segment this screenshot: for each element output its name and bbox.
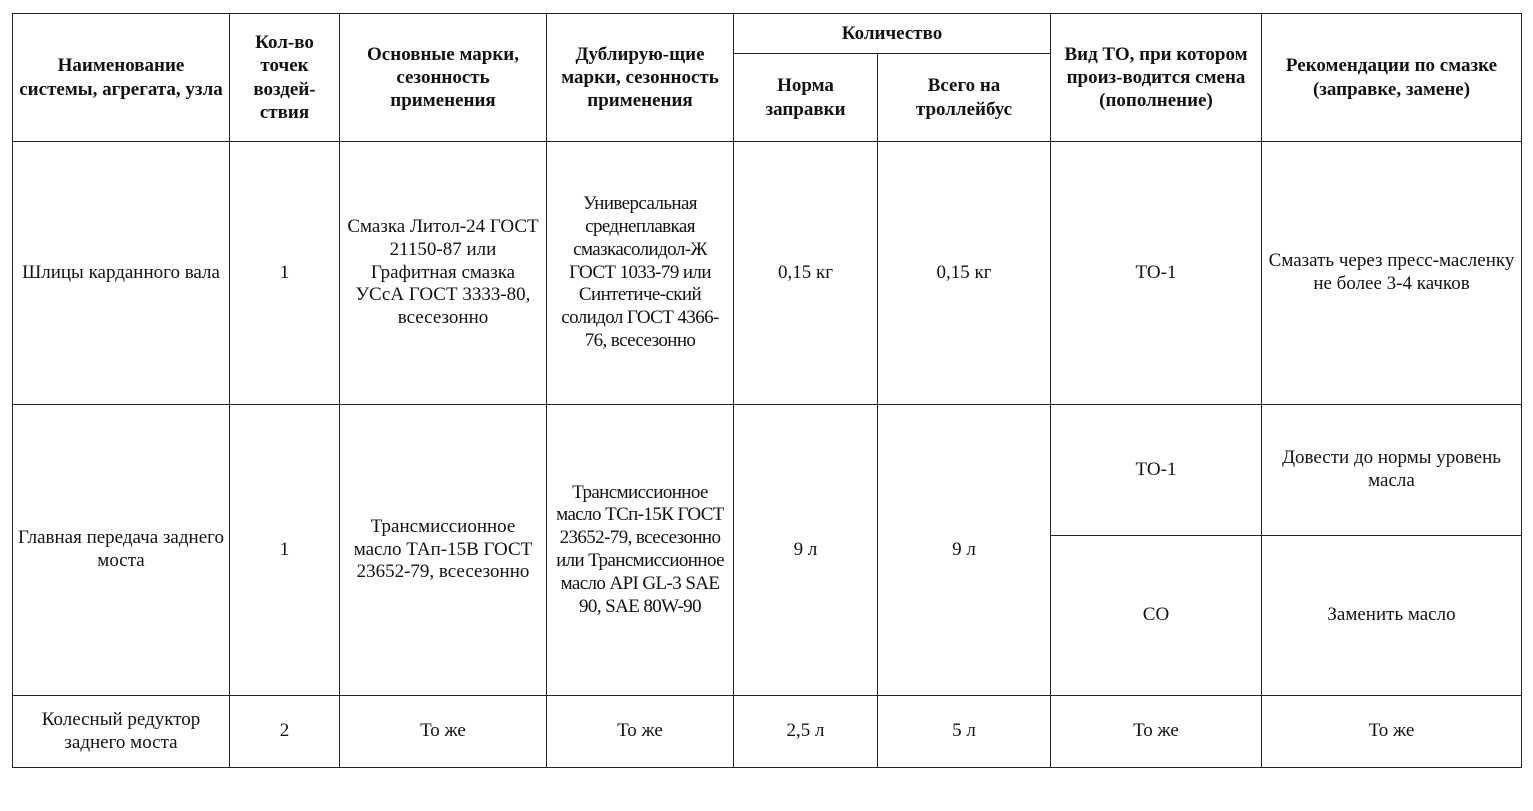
cell-main-brands: Смазка Литол-24 ГОСТ 21150-87 или Графитная смазка УСсА ГОСТ 3333-80, всесезонно — [340, 142, 547, 405]
cell-recommendations: Довести до нормы уровень масла — [1262, 405, 1522, 536]
header-points: Кол-во точек воздей-ствия — [230, 14, 340, 142]
cell-main-brands: То же — [340, 696, 547, 768]
cell-recommendations: Смазать через пресс-масленку не более 3-4 качков — [1262, 142, 1522, 405]
header-dup-brands: Дублирую-щие марки, сезонность применения — [547, 14, 734, 142]
cell-norm: 0,15 кг — [734, 142, 878, 405]
cell-service-type: То же — [1051, 696, 1262, 768]
cell-total: 0,15 кг — [878, 142, 1051, 405]
cell-main-brands: Трансмиссионное масло ТАп-15В ГОСТ 23652-79, всесезонно — [340, 405, 547, 696]
cell-total: 9 л — [878, 405, 1051, 696]
cell-points: 2 — [230, 696, 340, 768]
cell-system: Колесный редуктор заднего моста — [13, 696, 230, 768]
cell-recommendations: То же — [1262, 696, 1522, 768]
header-service-type: Вид ТО, при котором произ-водится смена (пополнение) — [1051, 14, 1262, 142]
cell-points: 1 — [230, 405, 340, 696]
header-system: Наименование системы, агрегата, узла — [13, 14, 230, 142]
cell-recommendations: Заменить масло — [1262, 536, 1522, 696]
header-quantity: Количество — [734, 14, 1051, 54]
header-norm: Норма заправки — [734, 54, 878, 142]
cell-service-type: ТО-1 — [1051, 405, 1262, 536]
lubrication-table — [12, 13, 1522, 768]
table-row — [13, 142, 1522, 405]
header-recommendations: Рекомендации по смазке (заправке, замене) — [1262, 14, 1522, 142]
header-total: Всего на троллейбус — [878, 54, 1051, 142]
table-header-row — [13, 14, 1522, 54]
cell-dup-brands: Трансмиссионное масло ТСп-15К ГОСТ 23652-79, всесезонно или Трансмиссионное масло API GL-3 SAE 90, SAE 80W-90 — [547, 405, 734, 696]
table-row — [13, 696, 1522, 768]
cell-points: 1 — [230, 142, 340, 405]
cell-total: 5 л — [878, 696, 1051, 768]
cell-system: Шлицы карданного вала — [13, 142, 230, 405]
cell-service-type: ТО-1 — [1051, 142, 1262, 405]
cell-norm: 2,5 л — [734, 696, 878, 768]
cell-norm: 9 л — [734, 405, 878, 696]
header-main-brands: Основные марки, сезонность применения — [340, 14, 547, 142]
cell-system: Главная передача заднего моста — [13, 405, 230, 696]
cell-dup-brands: То же — [547, 696, 734, 768]
table-row — [13, 405, 1522, 536]
cell-dup-brands: Универсальная среднеплавкая смазкасолидол-Ж ГОСТ 1033-79 или Синтетиче-ский солидол ГОСТ 4366-76, всесезонно — [547, 142, 734, 405]
cell-service-type: СО — [1051, 536, 1262, 696]
